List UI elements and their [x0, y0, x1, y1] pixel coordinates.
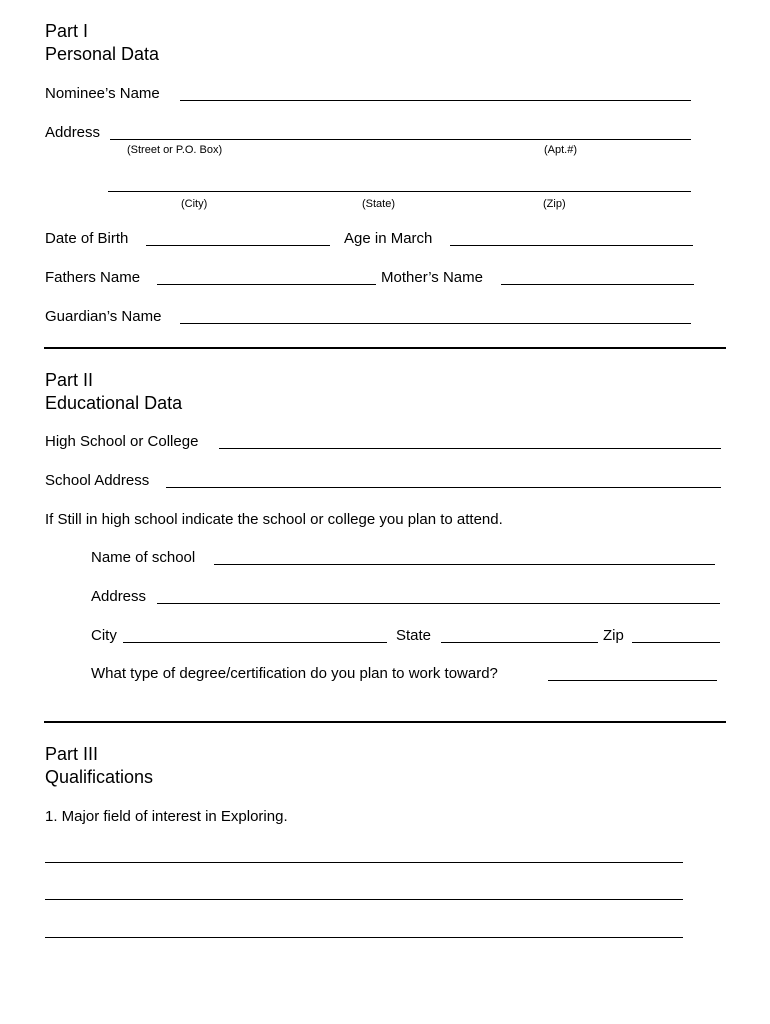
zip-label: Zip: [603, 627, 624, 644]
part3-title: Part III: [45, 744, 99, 764]
answer-line-1[interactable]: [45, 862, 683, 863]
name-of-school-label: Name of school: [91, 549, 196, 566]
zip-hint: (Zip): [543, 198, 566, 210]
date-of-birth-field[interactable]: [146, 245, 330, 246]
nominee-name-field[interactable]: [180, 100, 691, 101]
city-field[interactable]: [123, 642, 387, 643]
section-divider: [44, 347, 726, 349]
planned-school-address-field[interactable]: [157, 603, 720, 604]
school-address-field[interactable]: [166, 487, 721, 488]
degree-question: What type of degree/certification do you plan to work toward?: [91, 665, 498, 682]
date-of-birth-label: Date of Birth: [45, 230, 129, 247]
apt-hint: (Apt.#): [544, 144, 578, 156]
instruction-text: If Still in high school indicate the school or college you plan to attend.: [45, 511, 503, 528]
planned-school-address-label: Address: [91, 588, 147, 605]
state-label: State: [396, 627, 432, 644]
city-label: City: [91, 627, 117, 644]
state-field[interactable]: [441, 642, 598, 643]
state-hint: (State): [362, 198, 396, 210]
question-1: 1. Major field of interest in Exploring.: [45, 808, 288, 825]
part2-title: Part II: [45, 370, 94, 390]
name-of-school-field[interactable]: [214, 564, 715, 565]
fathers-name-field[interactable]: [157, 284, 376, 285]
guardians-name-label: Guardian’s Name: [45, 308, 162, 325]
high-school-college-label: High School or College: [45, 433, 199, 450]
nominee-name-label: Nominee’s Name: [45, 85, 160, 102]
part3-subtitle: Qualifications: [45, 767, 154, 787]
part2-subtitle: Educational Data: [45, 393, 183, 413]
part1-title: Part I: [45, 21, 89, 41]
high-school-college-field[interactable]: [219, 448, 721, 449]
street-address-field[interactable]: [110, 139, 691, 140]
mothers-name-label: Mother’s Name: [381, 269, 483, 286]
answer-line-3[interactable]: [45, 937, 683, 938]
address-label: Address: [45, 124, 101, 141]
school-address-label: School Address: [45, 472, 150, 489]
part1-subtitle: Personal Data: [45, 44, 160, 64]
guardians-name-field[interactable]: [180, 323, 691, 324]
answer-line-2[interactable]: [45, 899, 683, 900]
city-state-zip-field[interactable]: [108, 191, 691, 192]
degree-field[interactable]: [548, 680, 717, 681]
city-hint: (City): [181, 198, 208, 210]
section-divider: [44, 721, 726, 723]
age-in-march-field[interactable]: [450, 245, 693, 246]
mothers-name-field[interactable]: [501, 284, 694, 285]
age-in-march-label: Age in March: [344, 230, 433, 247]
street-hint: (Street or P.O. Box): [127, 144, 223, 156]
zip-field[interactable]: [632, 642, 720, 643]
fathers-name-label: Fathers Name: [45, 269, 141, 286]
